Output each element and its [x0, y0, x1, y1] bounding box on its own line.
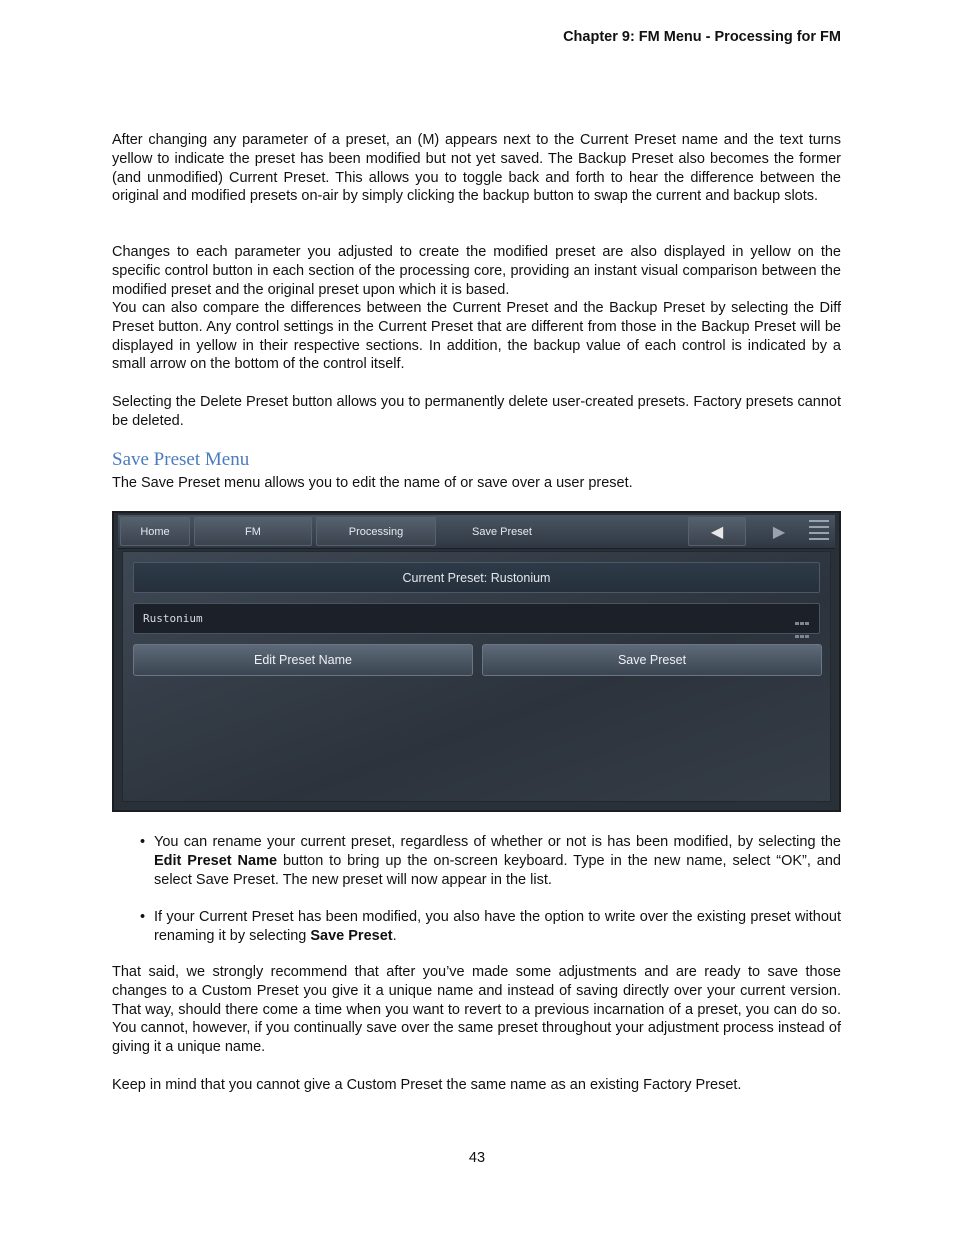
bullet-bold-text: Save Preset — [310, 927, 393, 944]
right-arrow-icon: ▶ — [772, 523, 786, 541]
page-number: 43 — [468, 1150, 486, 1166]
bullet-text: If your Current Preset has been modified, you also have the option to write over the existing preset without renaming it by selecting — [154, 909, 841, 944]
nav-home-button[interactable]: Home — [120, 517, 190, 546]
forward-button[interactable] — [750, 517, 808, 546]
paragraph-recommendation: That said, we strongly recommend that after you’ve made some adjustments and are ready to save those changes to a Custom Preset you give it a unique name and instead of saving directly over your current version. That way, should there come a time when you want to revert to a previous incarnation of a preset, you can do so. You cannot, however, if you continually save over the same preset throughout your adjustment process instead of giving it a unique name. — [112, 964, 841, 1056]
nav-current-page-label: Save Preset — [472, 525, 532, 538]
chapter-header: Chapter 9: FM Menu - Processing for FM — [563, 29, 841, 45]
bullet-dot: • — [140, 909, 146, 926]
nav-bar — [118, 515, 835, 549]
current-preset-display: Current Preset: Rustonium — [133, 562, 820, 593]
list-item — [112, 908, 841, 946]
save-preset-screenshot — [112, 511, 841, 812]
list-item — [112, 833, 841, 889]
paragraph-modified-preset: After changing any parameter of a preset, an (M) appears next to the Current Preset name and the text turns yellow to indicate the preset has been modified but not yet saved. The Backup Preset also becomes the former (and unmodified) Current Preset. This allows you to toggle back and forth to hear the difference between the original and modified presets on-air by simply clicking the backup button to swap the current and backup slots. — [112, 132, 841, 205]
preset-name-field[interactable] — [133, 603, 820, 634]
bullet-text: You can rename your current preset, regardless of whether or not is has been modified, by selecting the — [154, 834, 841, 850]
bullet-text: button to bring up the on-screen keyboard. Type in the new name, select “OK”, and select Save Preset. The new preset will now appear in the list. — [154, 852, 841, 888]
back-button[interactable] — [688, 517, 746, 546]
bullet-list — [112, 833, 841, 946]
left-arrow-icon: ◀ — [710, 523, 724, 541]
paragraph-delete-preset: Selecting the Delete Preset button allows you to permanently delete user-created presets. Factory presets cannot be deleted. — [112, 394, 841, 429]
paragraph-yellow-changes: Changes to each parameter you adjusted to create the modified preset are also displayed in yellow on the specific control button in each section of the processing core, providing an instant visual comparison between the modified preset and the original preset upon which it is based. — [112, 244, 841, 298]
preset-name-value: Rustonium — [143, 612, 203, 625]
bullet-dot: • — [140, 834, 146, 850]
paragraph-diff-preset: You can also compare the differences between the Current Preset and the Backup Preset by selecting the Diff Preset button. Any control settings in the Current Preset that are different from those in the Backup Preset will be displayed in yellow in their respective sections. In addition, the backup value of each control is indicated by a small arrow on the bottom of the control itself. — [112, 300, 841, 373]
save-preset-content — [122, 551, 831, 802]
menu-icon[interactable] — [809, 520, 829, 544]
bullet-text: . — [392, 927, 397, 944]
section-heading: Save Preset Menu — [112, 449, 250, 470]
bullet-bold-text: Edit Preset Name — [154, 852, 278, 869]
nav-fm-button[interactable]: FM — [194, 517, 312, 546]
keyboard-icon — [795, 617, 815, 629]
nav-processing-button[interactable]: Processing — [316, 517, 436, 546]
save-preset-button[interactable]: Save Preset — [482, 644, 822, 676]
section-intro: The Save Preset menu allows you to edit the name of or save over a user preset. — [112, 475, 633, 491]
paragraph-factory-name: Keep in mind that you cannot give a Custom Preset the same name as an existing Factory Preset. — [112, 1077, 742, 1093]
edit-preset-name-button[interactable]: Edit Preset Name — [133, 644, 473, 676]
